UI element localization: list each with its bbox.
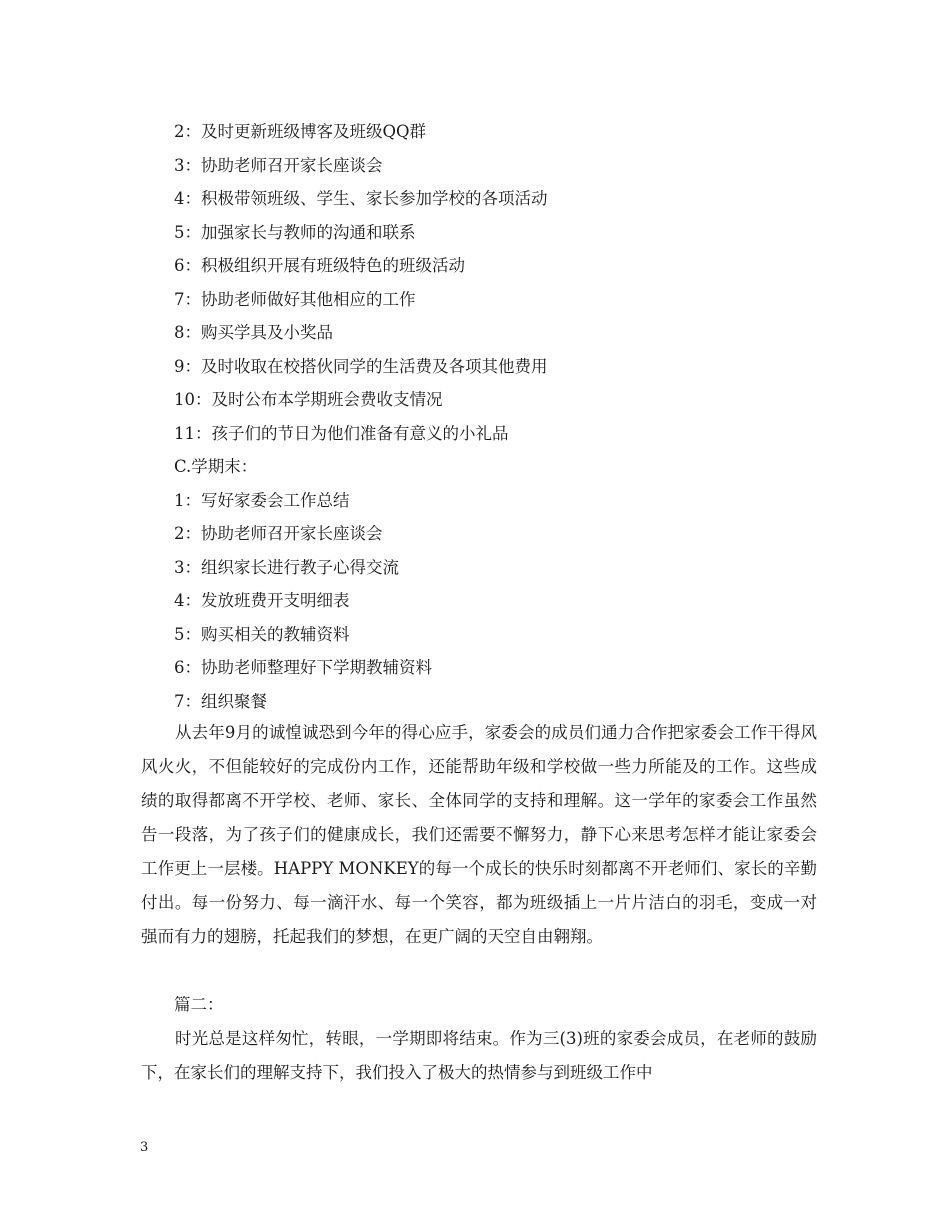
list-item: 5：购买相关的教辅资料 bbox=[174, 624, 350, 644]
list-item: 4：发放班费开支明细表 bbox=[174, 591, 350, 610]
section-heading: 篇二： bbox=[174, 995, 224, 1014]
list-item: 1：写好家委会工作总结 bbox=[174, 490, 350, 510]
list-item: 2：协助老师召开家长座谈会 bbox=[174, 524, 383, 543]
list-item: 2：及时更新班级博客及班级QQ群 bbox=[174, 122, 427, 141]
list-item: 9：及时收取在校搭伙同学的生活费及各项其他费用 bbox=[174, 356, 548, 376]
list-item: 4：积极带领班级、学生、家长参加学校的各项活动 bbox=[174, 189, 548, 208]
task-list bbox=[174, 115, 834, 718]
summary-paragraph: 从去年9月的诚惶诚恐到今年的得心应手，家委会的成员们通力合作把家委会工作干得风风火火，不但能较好的完成份内工作，还能帮助年级和学校做一些力所能及的工作。这些成绩的取得都离不开学校、老师、家长、全体同学的支持和理解。这一学年的家委会工作虽然告一段落，为了孩子们的健康成长，我们还需要不懈努力，静下心来思考怎样才能让家委会工作更上一层楼。HAPPY MONKEY的每一个成长的快乐时刻都离不开老师们、家长的辛勤付出。每一份努力、每一滴汗水、每一个笑容，都为班级插上一片片洁白的羽毛，变成一对强而有力的翅膀，托起我们的梦想，在更广阔的天空自由翱翔。 bbox=[141, 723, 817, 946]
section-label-term-end: C.学期末： bbox=[174, 457, 258, 476]
list-item: 5：加强家长与教师的沟通和联系 bbox=[174, 222, 416, 242]
list-item: 3：协助老师召开家长座谈会 bbox=[174, 155, 383, 175]
list-item: 7：协助老师做好其他相应的工作 bbox=[174, 289, 416, 309]
intro-paragraph: 时光总是这样匆忙，转眼，一学期即将结束。作为三(3)班的家委会成员，在老师的鼓励下，在家长们的理解支持下，我们投入了极大的热情参与到班级工作中 bbox=[141, 1029, 817, 1082]
list-item: 8：购买学具及小奖品 bbox=[174, 323, 333, 342]
page-number: 3 bbox=[140, 1140, 149, 1155]
list-item: 7：组织聚餐 bbox=[174, 691, 267, 711]
list-item: 10：及时公布本学期班会费收支情况 bbox=[174, 390, 443, 409]
list-item: 6：协助老师整理好下学期教辅资料 bbox=[174, 658, 432, 677]
list-item: 3：组织家长进行教子心得交流 bbox=[174, 557, 399, 577]
list-item: 11：孩子们的节日为他们准备有意义的小礼品 bbox=[174, 423, 509, 443]
list-item: 6：积极组织开展有班级特色的班级活动 bbox=[174, 256, 465, 275]
